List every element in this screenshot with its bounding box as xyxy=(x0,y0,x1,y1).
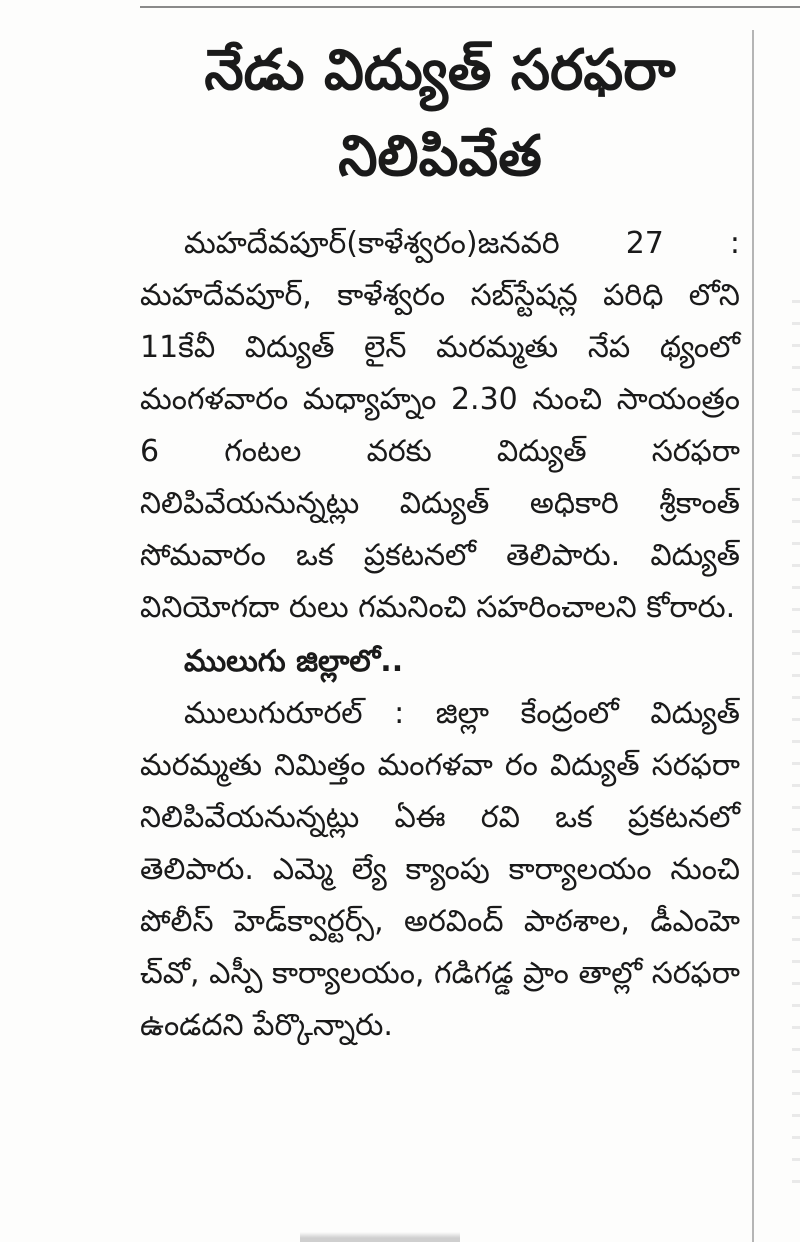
subheading-mulugu: ములుగు జిల్లాలో.. xyxy=(184,644,404,679)
next-article-stub xyxy=(300,1232,460,1242)
paragraph-mulugu: ములుగురూరల్ : జిల్లా కేంద్రంలో విద్యుత్ మరమ్మతు నిమిత్తం మంగళవా రం విద్యుత్ సరఫరా నిలిపివేయనున్నట్లు ఏఈ రవి ఒక ప్రకటనలో తెలిపారు. ఎమ్మె ల్యే క్యాంపు కార్యాలయం నుంచి పోలీస్ హెడ్‌క్వార్టర్స్, అరవింద్ పాఠశాల, డీఎంహె చ్‌వో, ఎస్పీ కార్యాలయం, గడిగడ్డ ప్రాం తాల్లో సరఫరా ఉండదని పేర్కొన్నారు. xyxy=(140,696,740,1043)
headline-line-1: నేడు విద్యుత్ సరఫరా xyxy=(204,38,676,103)
headline-line-2: నిలిపివేత xyxy=(338,124,542,189)
news-article xyxy=(140,28,740,1052)
headline xyxy=(140,28,740,200)
adjacent-column-fragment xyxy=(792,300,800,1200)
article-body xyxy=(140,218,740,1052)
top-rule xyxy=(140,6,800,8)
column-divider xyxy=(752,30,754,1242)
paragraph-mahadevpur: మహదేవపూర్(కాళేశ్వరం)జనవరి 27 : మహదేవపూర్, కాళేశ్వరం సబ్‌స్టేషన్ల పరిధి లోని 11కేవీ విద్యుత్ లైన్ మరమ్మతు నేప థ్యంలో మంగళవారం మధ్యాహ్నం 2.30 నుంచి సాయంత్రం 6 గంటల వరకు విద్యుత్ సరఫరా నిలిపివేయనున్నట్లు విద్యుత్ అధికారి శ్రీకాంత్ సోమవారం ఒక ప్రకటనలో తెలిపారు. విద్యుత్ వినియోగదా రులు గమనించి సహరించాలని కోరారు. xyxy=(140,226,740,625)
